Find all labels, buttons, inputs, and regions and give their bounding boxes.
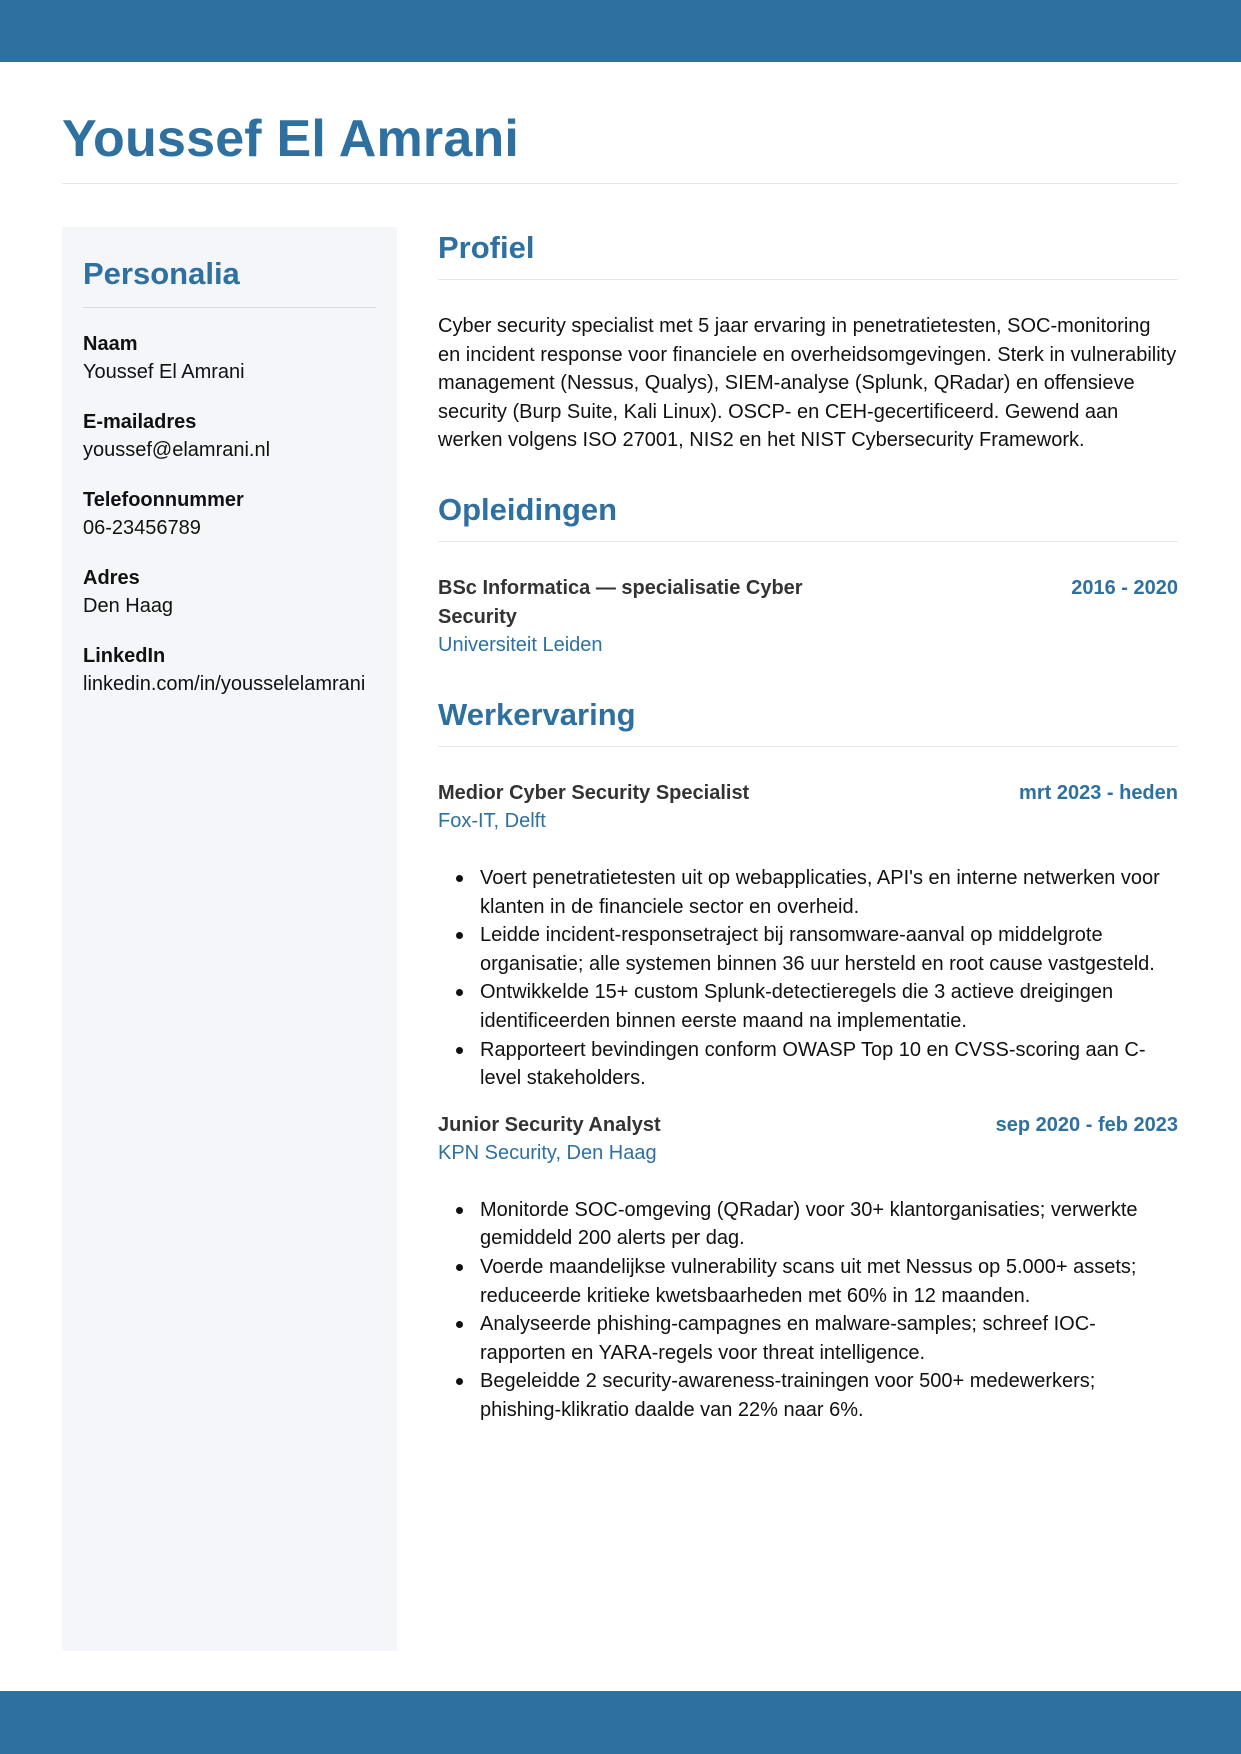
job-title: Medior Cyber Security Specialist (438, 781, 750, 804)
profile-section (438, 227, 1178, 455)
personal-info-sidebar (62, 227, 397, 1651)
linkedin-link[interactable]: linkedin.com/in/yousselelamrani (83, 673, 366, 695)
job-bullets (438, 1196, 1178, 1425)
entry-date: sep 2020 - feb 2023 (995, 1113, 1178, 1136)
company-name: Fox-IT, Delft (438, 810, 546, 833)
field-label: Telefoonnummer (83, 489, 244, 511)
field-linkedin (83, 642, 376, 698)
field-email (83, 408, 376, 464)
top-accent-bar (0, 0, 1241, 62)
main-content (438, 227, 1178, 1443)
list-item: Voerde maandelijkse vulnerability scans uit met Nessus op 5.000+ assets; reduceerde kritieke kwetsbaarheden met 60% in 12 maanden. (480, 1253, 1178, 1310)
school-name: Universiteit Leiden (438, 634, 603, 657)
field-phone (83, 486, 376, 542)
field-value: 06-23456789 (83, 517, 201, 539)
experience-section (438, 694, 1178, 1425)
field-label: LinkedIn (83, 645, 166, 667)
list-item: Rapporteert bevindingen conform OWASP Top 10 en CVSS-scoring aan C-level stakeholders. (480, 1036, 1178, 1093)
title-divider (62, 183, 1178, 184)
list-item: Monitorde SOC-omgeving (QRadar) voor 30+ klantorganisaties; verwerkte gemiddeld 200 alerts per dag. (480, 1196, 1178, 1253)
list-item: Analyseerde phishing-campagnes en malware-samples; schreef IOC-rapporten en YARA-regels voor threat intelligence. (480, 1310, 1178, 1367)
section-title-profile: Profiel (438, 230, 535, 265)
section-divider (438, 746, 1178, 747)
list-item: Begeleidde 2 security-awareness-trainingen voor 500+ medewerkers; phishing-klikratio daalde van 22% naar 6%. (480, 1367, 1178, 1424)
education-section (438, 489, 1178, 660)
profile-text: Cyber security specialist met 5 jaar ervaring in penetratietesten, SOC-monitoring en incident response voor financiele en overheidsomgevingen. Sterk in vulnerability management (Nessus, Qualys), SIEM-analyse (Splunk, QRadar) en offensieve security (Burp Suite, Kali Linux). OSCP- en CEH-gecertificeerd. Gewend aan werken volgens ISO 27001, NIS2 en het NIST Cybersecurity Framework. (438, 315, 1177, 452)
sidebar-title: Personalia (83, 256, 240, 291)
field-value: youssef@elamrani.nl (83, 439, 271, 461)
sidebar-divider (83, 307, 376, 308)
field-label: E-mailadres (83, 411, 197, 433)
section-title-experience: Werkervaring (438, 696, 636, 732)
education-entry (438, 574, 1178, 660)
field-name (83, 330, 376, 386)
entry-header (438, 574, 1178, 631)
field-label: Naam (83, 333, 138, 355)
entry-header (438, 1111, 1178, 1140)
list-item: Voert penetratietesten uit op webapplicaties, API's en interne netwerken voor klanten in de financiele sector en overheid. (480, 864, 1178, 921)
job-entry (438, 779, 1178, 1093)
section-title-education: Opleidingen (438, 491, 618, 527)
company-name: KPN Security, Den Haag (438, 1142, 657, 1165)
page-title: Youssef El Amrani (62, 110, 520, 168)
entry-date: 2016 - 2020 (1071, 576, 1178, 599)
field-address (83, 564, 376, 620)
list-item: Ontwikkelde 15+ custom Splunk-detectieregels die 3 actieve dreigingen identificeerden binnen eerste maand na implementatie. (480, 978, 1178, 1035)
list-item: Leidde incident-responsetraject bij ransomware-aanval op middelgrote organisatie; alle systemen binnen 36 uur hersteld en root cause vastgesteld. (480, 921, 1178, 978)
job-bullets (438, 864, 1178, 1093)
section-divider (438, 279, 1178, 280)
bottom-accent-bar (0, 1691, 1241, 1754)
job-title: Junior Security Analyst (438, 1113, 661, 1136)
field-label: Adres (83, 567, 140, 589)
entry-date: mrt 2023 - heden (1019, 781, 1178, 804)
degree-title: BSc Informatica — specialisatie Cyber Security (438, 576, 803, 628)
entry-header (438, 779, 1178, 808)
job-entry (438, 1111, 1178, 1425)
field-value: Den Haag (83, 595, 174, 617)
field-value: Youssef El Amrani (83, 361, 245, 383)
section-divider (438, 541, 1178, 542)
